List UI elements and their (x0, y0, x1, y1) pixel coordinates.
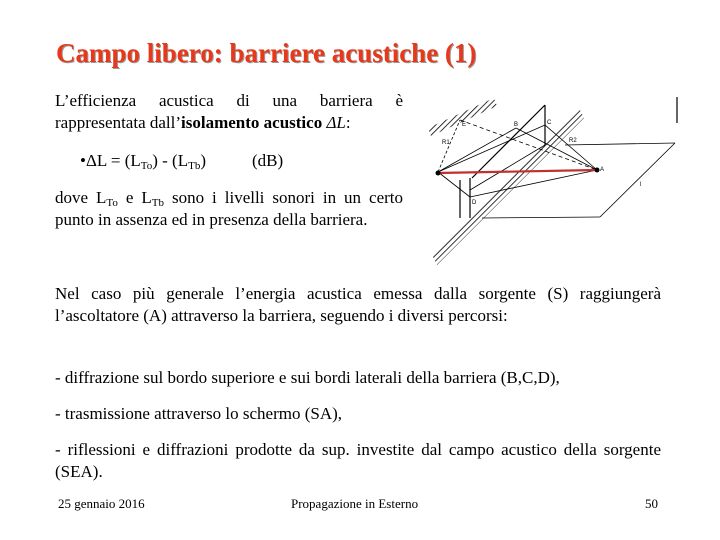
path-item: - diffrazione sul bordo superiore e sui bordi laterali della barriera (B,C,D), (55, 368, 560, 387)
svg-text:R2: R2 (569, 138, 577, 144)
direct-path-SA (438, 170, 597, 173)
svg-text:A: A (600, 167, 605, 173)
path-item: - riflessioni e diffrazioni prodotte da sup. investite dal campo acustico della sorgente (SEA). (55, 440, 661, 481)
footer-title: Propagazione in Esterno (291, 496, 419, 511)
slide-title: Campo libero: barriere acustiche (1) (56, 38, 477, 68)
intro-paragraph: L’efficienza acustica di una barriera è rappresentata dall’isolamento acustico ΔL: (55, 91, 403, 132)
formula: •ΔL = $(L_{To}) - (L_{Tb})$ (dB) (80, 151, 284, 172)
path-item: - trasmissione attraverso lo schermo (SA), (55, 404, 343, 423)
svg-text:D: D (472, 200, 477, 206)
listener-point (595, 168, 600, 173)
svg-text:E: E (462, 122, 467, 128)
reflecting-surface (428, 98, 497, 136)
svg-text:R1: R1 (442, 140, 450, 146)
svg-text:B: B (514, 122, 519, 128)
svg-text:C: C (547, 120, 552, 126)
general-paragraph: Nel caso più generale l’energia acustica emessa dalla sorgente (S) raggiungerà l’ascoltatore (A) attraverso la barriera, seguendo i diversi percorsi: (55, 284, 661, 325)
source-point (436, 171, 441, 176)
definition-paragraph: dove $L_{To}$ e $L_{Tb}$ sono i livelli sonori in un certo punto in assenza ed in presenza della barriera. (55, 188, 403, 229)
footer-date: 25 gennaio 2016 (58, 496, 145, 511)
svg-text:l: l (640, 182, 642, 188)
page-number: 50 (645, 496, 658, 511)
